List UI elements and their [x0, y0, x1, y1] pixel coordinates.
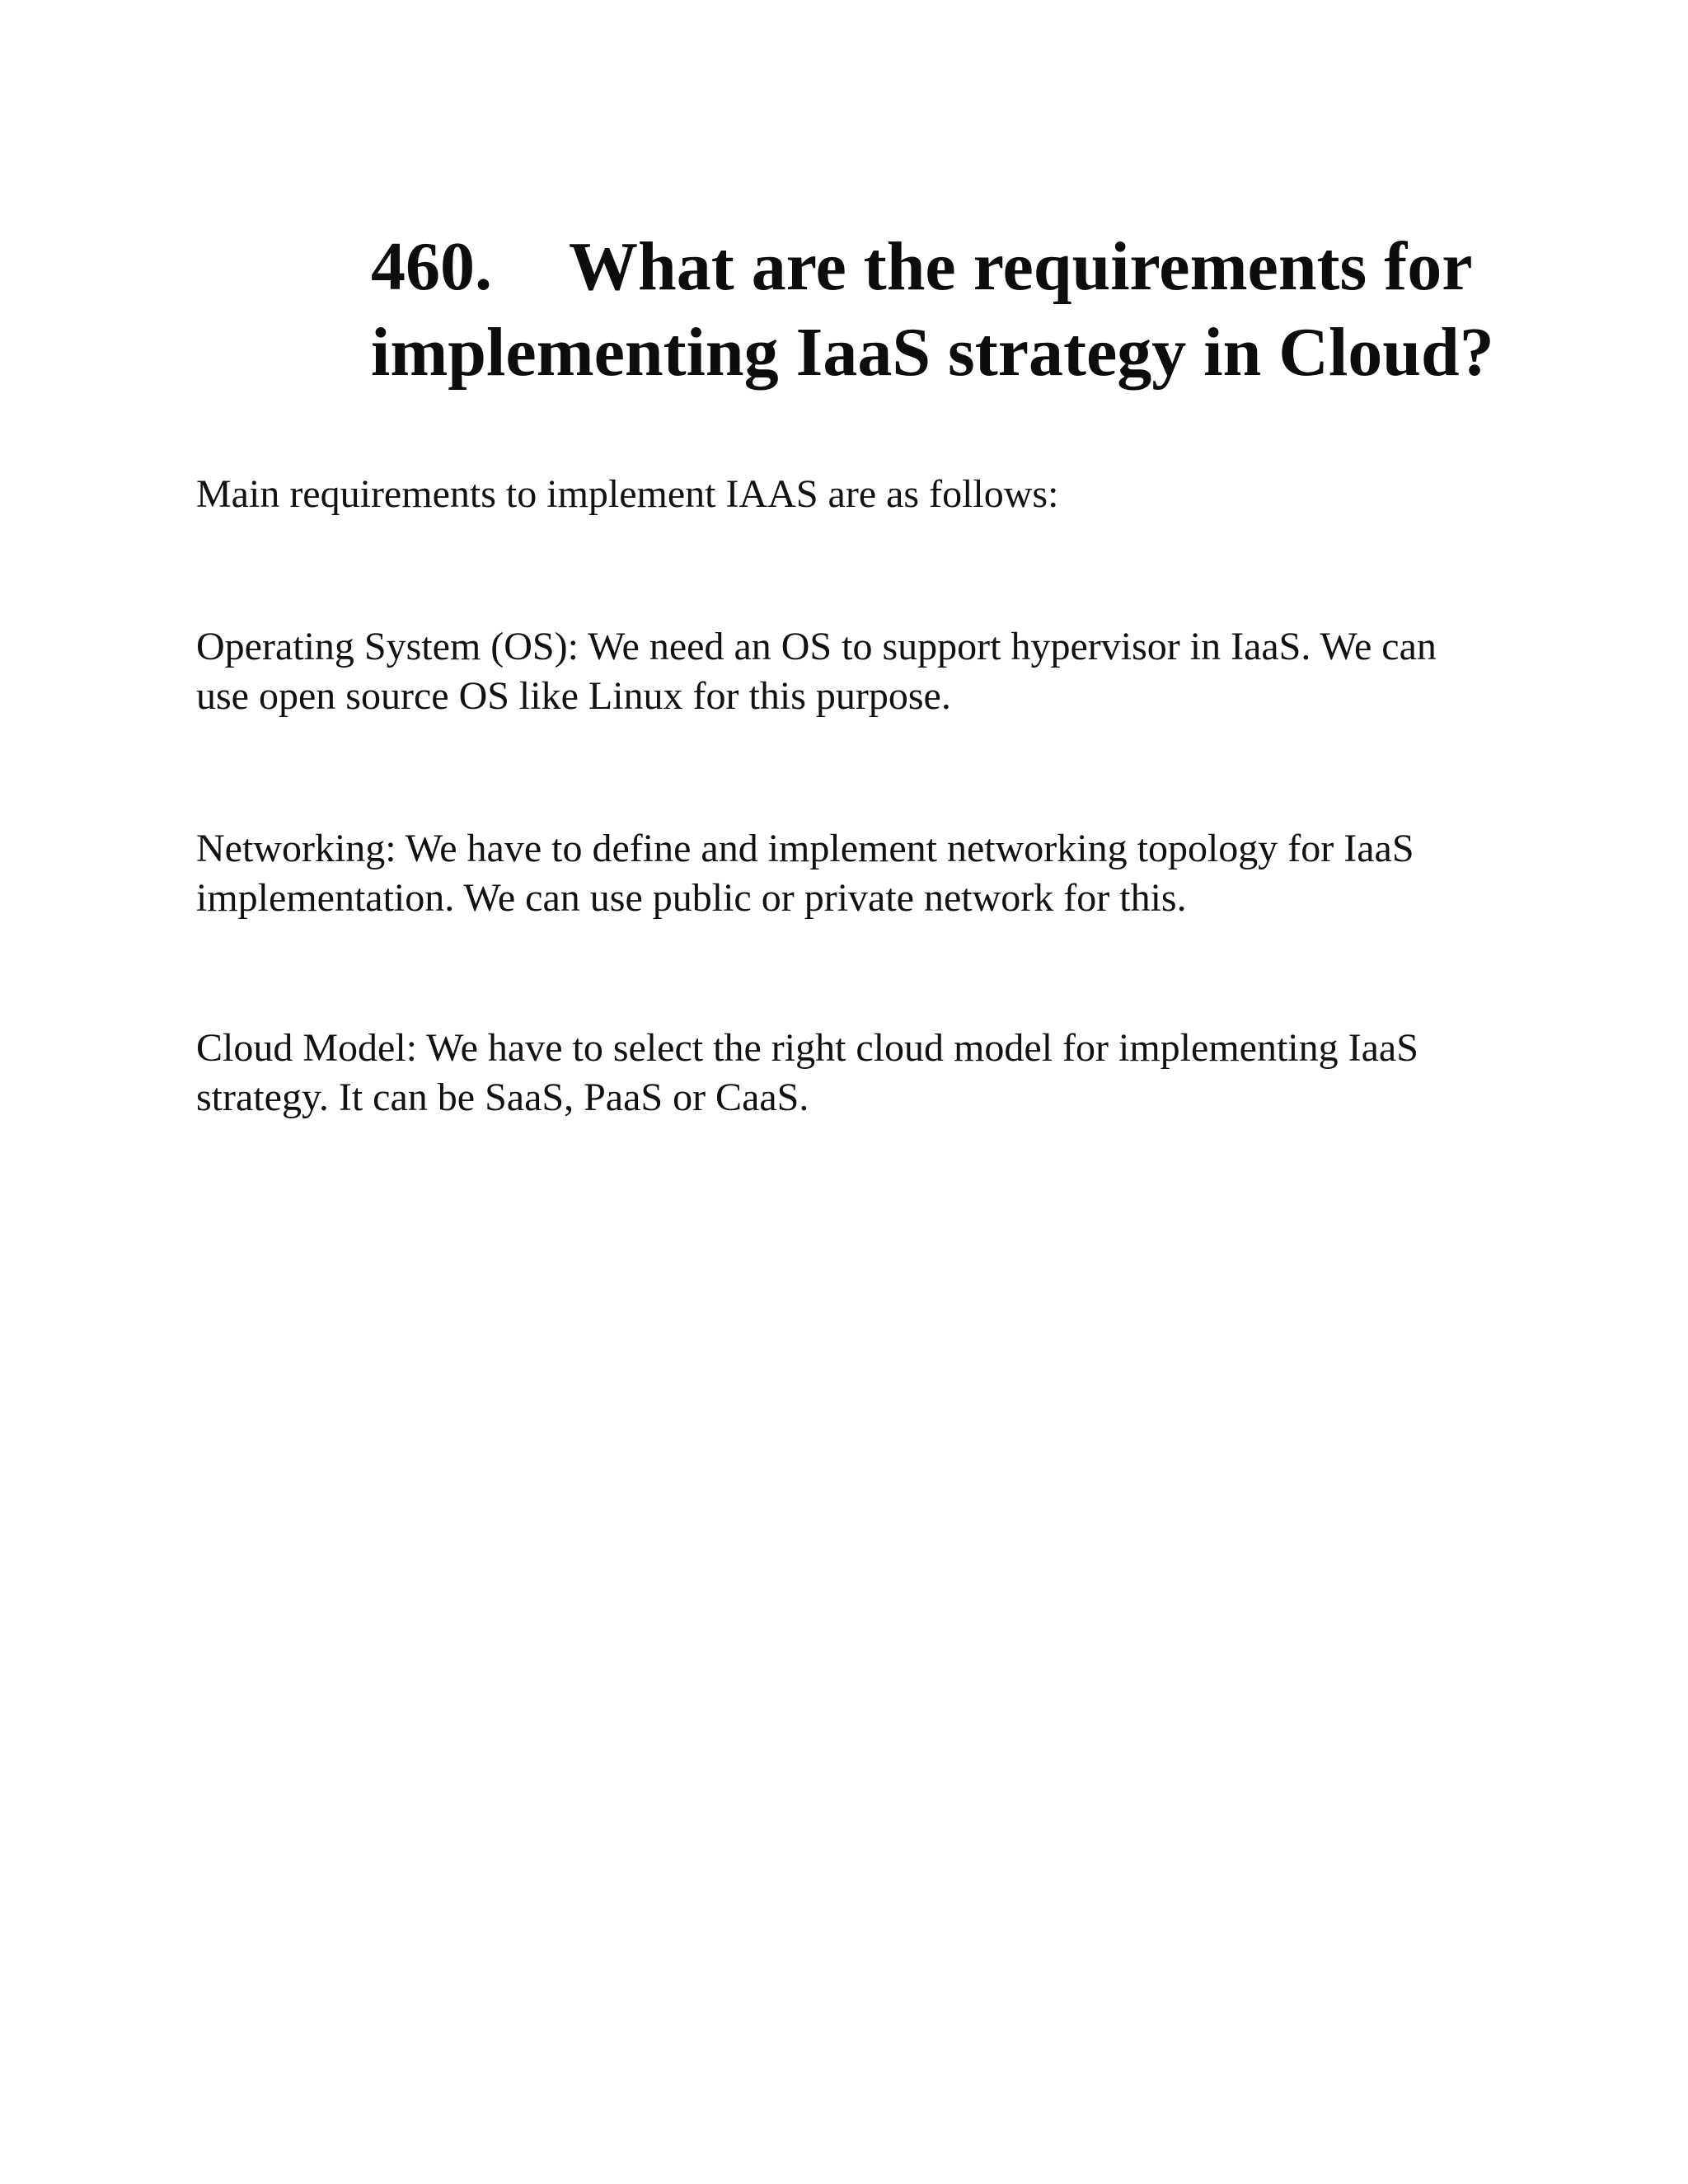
requirement-networking-line-2: implementation. We can use public or private network for this. — [196, 876, 1187, 920]
requirement-os-paragraph — [196, 622, 1482, 721]
requirement-os-line-2: use open source OS like Linux for this purpose. — [196, 674, 951, 718]
heading-line-1 — [371, 224, 1541, 310]
intro-paragraph — [196, 470, 1482, 519]
question-title-line-1: What are the requirements for — [569, 228, 1473, 305]
question-title-line-2: implementing IaaS strategy in Cloud? — [371, 314, 1494, 391]
requirement-cloud-model-paragraph — [196, 1024, 1482, 1122]
requirement-cloud-model-line-1: Cloud Model: We have to select the right cloud model for implementing IaaS — [196, 1026, 1418, 1070]
intro-text: Main requirements to implement IAAS are as follows: — [196, 472, 1059, 516]
requirement-networking-line-1: Networking: We have to define and implement networking topology for IaaS — [196, 827, 1414, 870]
question-heading — [371, 224, 1541, 396]
requirement-networking-paragraph — [196, 824, 1482, 923]
requirement-os-line-1: Operating System (OS): We need an OS to support hypervisor in IaaS. We can — [196, 625, 1437, 668]
question-number: 460. — [371, 228, 492, 305]
requirement-cloud-model-line-2: strategy. It can be SaaS, PaaS or CaaS. — [196, 1076, 809, 1119]
